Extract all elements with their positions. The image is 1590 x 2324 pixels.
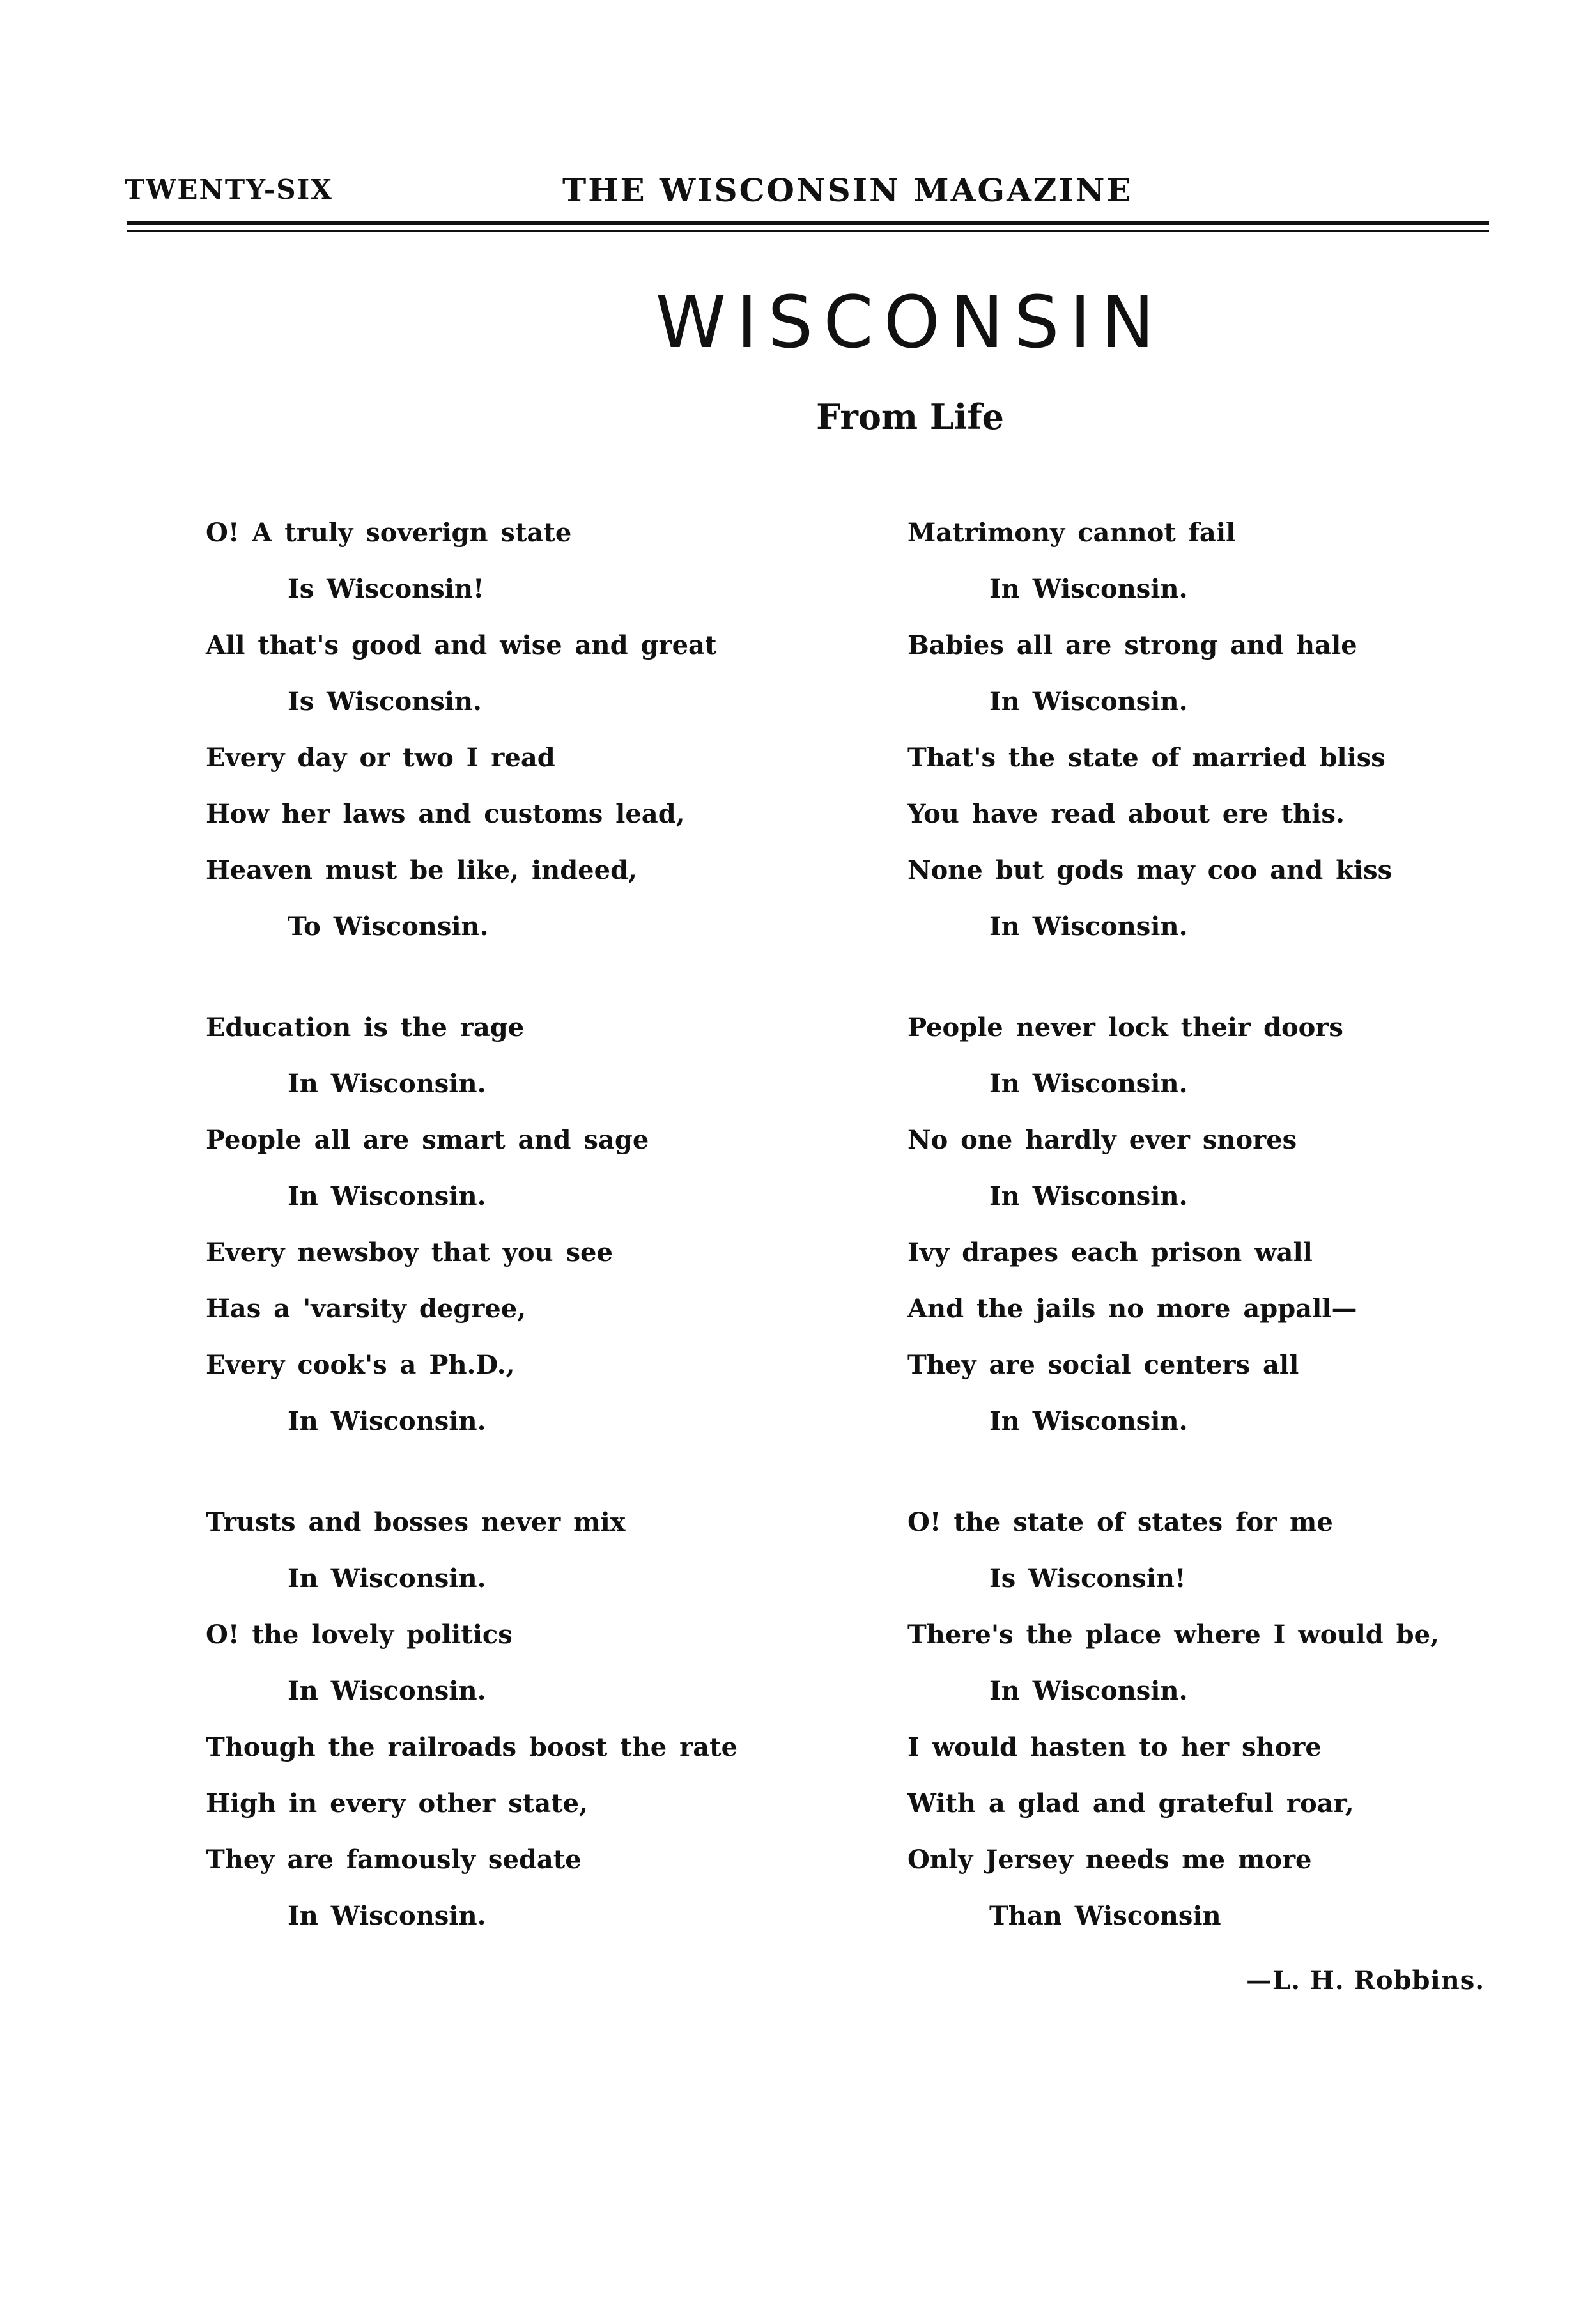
poem-line: In Wisconsin. [989, 1406, 1188, 1436]
running-title: THE WISCONSIN MAGAZINE [562, 171, 1133, 209]
poem-line: In Wisconsin. [989, 911, 1188, 941]
poem-line: Is Wisconsin! [989, 1563, 1186, 1593]
poem-line: And the jails no more appall— [907, 1294, 1357, 1324]
poem-line: You have read about ere this. [907, 799, 1345, 829]
poem-line: Matrimony cannot fail [907, 518, 1236, 548]
poem-line: People all are smart and sage [206, 1125, 649, 1155]
poem-line: Is Wisconsin. [288, 686, 482, 717]
poem-line: Every newsboy that you see [206, 1237, 613, 1267]
poem-line: That's the state of married bliss [907, 743, 1385, 773]
poem-line: People never lock their doors [907, 1012, 1343, 1042]
poem-line: Ivy drapes each prison wall [907, 1237, 1313, 1267]
poem-line: In Wisconsin. [989, 1069, 1188, 1099]
poem-line: Education is the rage [206, 1012, 525, 1042]
stanza [206, 1494, 737, 1944]
stanza [907, 505, 1439, 955]
poem-line: In Wisconsin. [288, 1181, 486, 1211]
poem-line: Every day or two I read [206, 743, 555, 773]
header-rule-thin [127, 230, 1489, 232]
poem-line: To Wisconsin. [288, 911, 489, 941]
poem-line: Has a 'varsity degree, [206, 1294, 527, 1324]
poem-line: They are famously sedate [206, 1845, 582, 1875]
poem-line: None but gods may coo and kiss [907, 855, 1393, 885]
stanza [206, 1000, 737, 1450]
poem-line: I would hasten to her shore [907, 1732, 1322, 1762]
poem-line: In Wisconsin. [288, 1563, 486, 1593]
poem-line: Trusts and bosses never mix [206, 1507, 626, 1537]
poem-line: Heaven must be like, indeed, [206, 855, 637, 885]
poem-line: In Wisconsin. [989, 1676, 1188, 1706]
poem-line: In Wisconsin. [989, 574, 1188, 604]
poem-attribution: —L. H. Robbins. [1246, 1965, 1485, 1995]
poem-line: O! A truly soverign state [206, 518, 572, 548]
stanza [206, 505, 737, 955]
poem-subtitle: From Life [816, 396, 1004, 437]
poem-line: O! the state of states for me [907, 1507, 1333, 1537]
poem-title: WISCONSIN [655, 281, 1165, 364]
poem-line: Though the railroads boost the rate [206, 1732, 738, 1762]
poem-line: O! the lovely politics [206, 1620, 513, 1650]
poem-line: Than Wisconsin [989, 1901, 1221, 1931]
poem-line: No one hardly ever snores [907, 1125, 1297, 1155]
stanza [907, 1000, 1439, 1450]
poem-line: In Wisconsin. [989, 1181, 1188, 1211]
header-rule-thick [127, 221, 1489, 225]
poem-line: High in every other state, [206, 1788, 589, 1818]
poem-line: Only Jersey needs me more [907, 1845, 1312, 1875]
stanza [907, 1494, 1439, 1944]
poem-line: With a glad and grateful roar, [907, 1788, 1354, 1818]
poem-line: Babies all are strong and hale [907, 630, 1357, 660]
poem-line: Every cook's a Ph.D., [206, 1350, 515, 1380]
poem-line: In Wisconsin. [288, 1676, 486, 1706]
poem-line: There's the place where I would be, [907, 1620, 1439, 1650]
poem-line: In Wisconsin. [288, 1406, 486, 1436]
poem-right-column [907, 505, 1439, 1944]
poem-line: They are social centers all [907, 1350, 1299, 1380]
poem-line: How her laws and customs lead, [206, 799, 685, 829]
page-number: TWENTY-SIX [125, 174, 333, 205]
poem-line: In Wisconsin. [989, 686, 1188, 717]
poem-line: Is Wisconsin! [288, 574, 484, 604]
poem-left-column [206, 505, 737, 1944]
poem-line: In Wisconsin. [288, 1069, 486, 1099]
poem-line: In Wisconsin. [288, 1901, 486, 1931]
poem-line: All that's good and wise and great [206, 630, 717, 660]
